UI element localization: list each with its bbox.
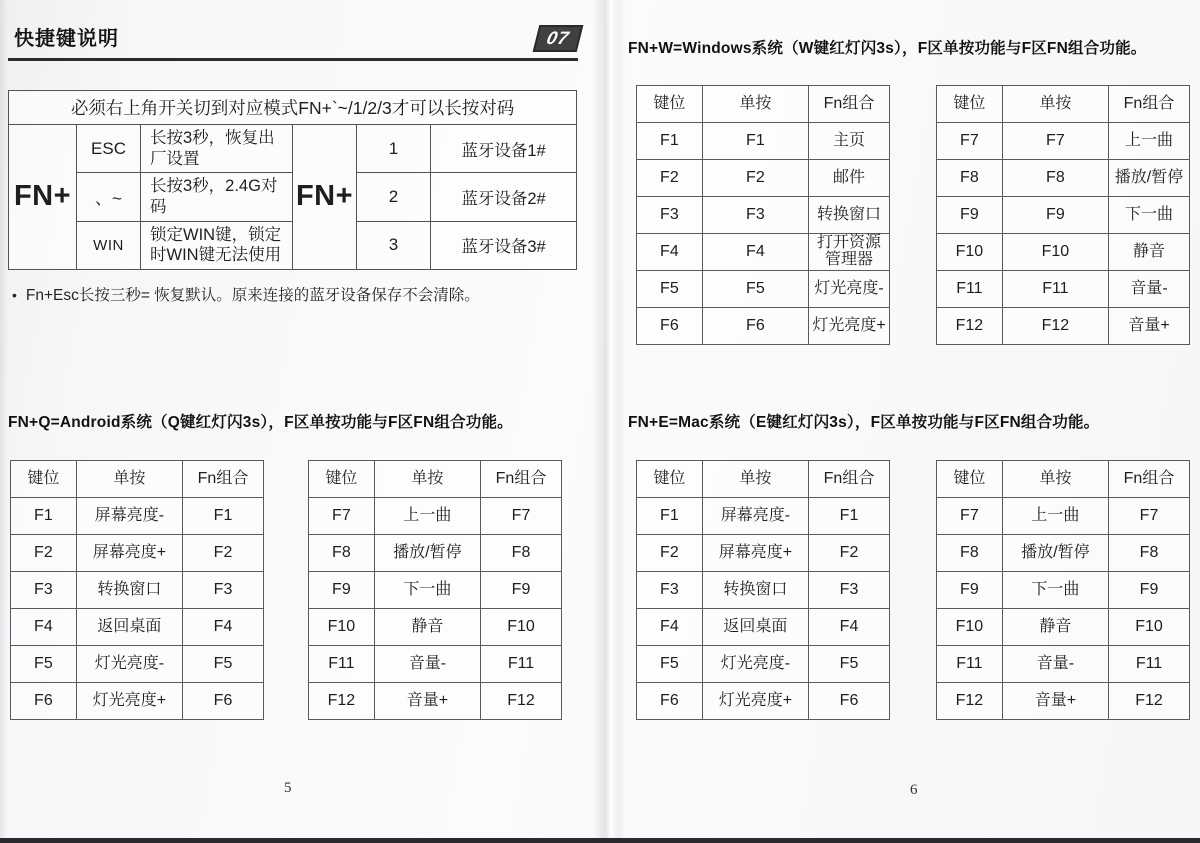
- table-cell: F2: [702, 160, 808, 197]
- column-header: 单按: [702, 86, 808, 123]
- table-row: [9, 125, 577, 173]
- table-row: [637, 308, 890, 345]
- column-header: 单按: [702, 461, 808, 498]
- table-cell: F3: [809, 572, 890, 609]
- column-header: 键位: [309, 461, 375, 498]
- table-row: [937, 646, 1190, 683]
- table-row: [937, 609, 1190, 646]
- key-cell: 、~: [77, 173, 141, 221]
- fn-label-left: FN+: [9, 125, 77, 270]
- table-row: [309, 498, 562, 535]
- table-cell: 音量+: [374, 683, 480, 720]
- table-cell: 静音: [1109, 234, 1190, 271]
- table-cell: F1: [183, 498, 264, 535]
- table-row: [637, 234, 890, 271]
- table-cell: F5: [637, 646, 703, 683]
- note-text: Fn+Esc长按三秒= 恢复默认。原来连接的蓝牙设备保存不会清除。: [25, 287, 480, 304]
- table-cell: 返回桌面: [702, 609, 808, 646]
- header-row: [937, 461, 1190, 498]
- key-cell: 2: [357, 173, 431, 221]
- scan-bottom-edge: [0, 838, 1200, 843]
- table-cell: 上一曲: [374, 498, 480, 535]
- table-cell: F12: [1002, 308, 1108, 345]
- table-cell: 播放/暂停: [1002, 535, 1108, 572]
- table-row: [937, 683, 1190, 720]
- table-cell: 转换窗口: [76, 572, 182, 609]
- column-header: 键位: [637, 86, 703, 123]
- desc-cell: 长按3秒，恢复出厂设置: [141, 125, 293, 173]
- table-cell: 上一曲: [1002, 498, 1108, 535]
- table-cell: F7: [937, 498, 1003, 535]
- table-cell: F7: [937, 123, 1003, 160]
- fn-label-right: FN+: [293, 125, 357, 270]
- table-cell: F12: [937, 683, 1003, 720]
- table-row: [309, 683, 562, 720]
- table-row: [637, 646, 890, 683]
- table-cell: F11: [481, 646, 562, 683]
- table-cell: F10: [937, 609, 1003, 646]
- table-cell: F4: [183, 609, 264, 646]
- mac-section-heading: FN+E=Mac系统（E键红灯闪3s），F区单按功能与F区FN组合功能。: [628, 414, 1100, 431]
- table-cell: F2: [11, 535, 77, 572]
- table-cell: F8: [1002, 160, 1108, 197]
- desc-cell: 长按3秒，2.4G对码: [141, 173, 293, 221]
- table-cell: F8: [937, 160, 1003, 197]
- pairing-caption: 必须右上角开关切到对应模式FN+`~/1/2/3才可以长按对码: [9, 91, 577, 125]
- windows-fkey-table-f7-f12: [936, 85, 1190, 345]
- table-row: [637, 609, 890, 646]
- table-row: [937, 308, 1190, 345]
- key-cell: ESC: [77, 125, 141, 173]
- table-cell: F10: [1109, 609, 1190, 646]
- table-cell: F6: [809, 683, 890, 720]
- table-cell: 转换窗口: [809, 197, 890, 234]
- windows-section-heading: FN+W=Windows系统（W键红灯闪3s），F区单按功能与F区FN组合功能。: [628, 40, 1147, 57]
- table-cell: F4: [702, 234, 808, 271]
- table-cell: F6: [183, 683, 264, 720]
- table-cell: F9: [937, 197, 1003, 234]
- title-underline: [8, 58, 578, 61]
- table-cell: 屏幕亮度-: [702, 498, 808, 535]
- page-title: 快捷键说明: [14, 28, 119, 50]
- table-row: [637, 160, 890, 197]
- column-header: Fn组合: [809, 86, 890, 123]
- table-cell: 灯光亮度-: [76, 646, 182, 683]
- table-row: [937, 271, 1190, 308]
- table-cell: F2: [637, 535, 703, 572]
- page-fold-shadow: [592, 0, 626, 843]
- table-row: [309, 646, 562, 683]
- pairing-mode-table: [8, 90, 577, 270]
- table-cell: F2: [809, 535, 890, 572]
- table-cell: F4: [637, 234, 703, 271]
- table-cell: F5: [702, 271, 808, 308]
- table-cell: F7: [1002, 123, 1108, 160]
- table-cell: 打开资源管理器: [809, 234, 890, 271]
- table-cell: F7: [481, 498, 562, 535]
- table-row: [11, 572, 264, 609]
- table-row: [9, 91, 577, 125]
- table-cell: F11: [937, 271, 1003, 308]
- table-cell: 返回桌面: [76, 609, 182, 646]
- table-cell: 播放/暂停: [374, 535, 480, 572]
- table-cell: 灯光亮度-: [702, 646, 808, 683]
- desc-cell: 锁定WIN键，锁定时WIN键无法使用: [141, 221, 293, 269]
- header-row: [937, 86, 1190, 123]
- table-row: [937, 498, 1190, 535]
- table-cell: F8: [1109, 535, 1190, 572]
- table-cell: F5: [637, 271, 703, 308]
- header-row: [637, 461, 890, 498]
- table-cell: 音量+: [1109, 308, 1190, 345]
- windows-fkey-table-f1-f6: [636, 85, 890, 345]
- table-row: [637, 271, 890, 308]
- table-row: [937, 572, 1190, 609]
- table-cell: F10: [481, 609, 562, 646]
- table-cell: F12: [309, 683, 375, 720]
- table-row: [937, 123, 1190, 160]
- table-cell: F3: [637, 197, 703, 234]
- table-row: [637, 535, 890, 572]
- table-cell: F1: [637, 498, 703, 535]
- table-cell: F7: [309, 498, 375, 535]
- table-cell: 屏幕亮度+: [76, 535, 182, 572]
- column-header: 键位: [637, 461, 703, 498]
- table-cell: F6: [702, 308, 808, 345]
- mac-fkey-table-f1-f6: [636, 460, 890, 720]
- table-cell: F9: [937, 572, 1003, 609]
- table-cell: F2: [637, 160, 703, 197]
- table-cell: F4: [11, 609, 77, 646]
- header-row: [309, 461, 562, 498]
- header-row: [11, 461, 264, 498]
- table-row: [937, 160, 1190, 197]
- table-cell: 音量+: [1002, 683, 1108, 720]
- table-cell: F4: [809, 609, 890, 646]
- reset-note: [12, 283, 480, 305]
- table-row: [937, 535, 1190, 572]
- page-number-right: 6: [910, 782, 918, 798]
- table-cell: F9: [481, 572, 562, 609]
- column-header: Fn组合: [183, 461, 264, 498]
- android-fkey-table-f7-f12: [308, 460, 562, 720]
- table-cell: F8: [481, 535, 562, 572]
- table-cell: 屏幕亮度-: [76, 498, 182, 535]
- table-cell: F1: [702, 123, 808, 160]
- page-number-left: 5: [284, 780, 292, 796]
- chapter-number-badge: 07: [533, 25, 584, 52]
- table-row: [309, 535, 562, 572]
- android-section-heading: FN+Q=Android系统（Q键红灯闪3s），F区单按功能与F区FN组合功能。: [8, 414, 513, 431]
- desc-cell: 蓝牙设备1#: [431, 125, 577, 173]
- table-cell: F9: [309, 572, 375, 609]
- table-cell: F7: [1109, 498, 1190, 535]
- table-cell: 播放/暂停: [1109, 160, 1190, 197]
- bullet-icon: •: [12, 287, 17, 303]
- column-header: 单按: [76, 461, 182, 498]
- table-cell: F5: [809, 646, 890, 683]
- table-cell: 下一曲: [1002, 572, 1108, 609]
- column-header: Fn组合: [809, 461, 890, 498]
- table-row: [11, 646, 264, 683]
- table-row: [637, 498, 890, 535]
- table-row: [11, 498, 264, 535]
- desc-cell: 蓝牙设备2#: [431, 173, 577, 221]
- table-cell: F3: [702, 197, 808, 234]
- table-cell: F1: [637, 123, 703, 160]
- table-row: [11, 683, 264, 720]
- table-cell: F4: [637, 609, 703, 646]
- table-row: [637, 683, 890, 720]
- table-cell: F8: [937, 535, 1003, 572]
- table-cell: F12: [1109, 683, 1190, 720]
- table-cell: 音量-: [1002, 646, 1108, 683]
- column-header: 键位: [11, 461, 77, 498]
- table-cell: F10: [309, 609, 375, 646]
- table-cell: 灯光亮度+: [809, 308, 890, 345]
- table-cell: F6: [637, 308, 703, 345]
- column-header: Fn组合: [1109, 461, 1190, 498]
- table-row: [11, 609, 264, 646]
- table-cell: 下一曲: [1109, 197, 1190, 234]
- table-cell: F6: [11, 683, 77, 720]
- table-cell: F9: [1002, 197, 1108, 234]
- table-row: [637, 123, 890, 160]
- table-cell: 屏幕亮度+: [702, 535, 808, 572]
- table-cell: F3: [11, 572, 77, 609]
- table-cell: F6: [637, 683, 703, 720]
- table-cell: 音量-: [374, 646, 480, 683]
- mac-fkey-table-f7-f12: [936, 460, 1190, 720]
- table-cell: 灯光亮度+: [702, 683, 808, 720]
- table-row: [637, 197, 890, 234]
- table-row: [637, 572, 890, 609]
- table-row: [309, 572, 562, 609]
- column-header: Fn组合: [481, 461, 562, 498]
- table-cell: 音量-: [1109, 271, 1190, 308]
- table-cell: F12: [937, 308, 1003, 345]
- column-header: 单按: [374, 461, 480, 498]
- table-row: [937, 234, 1190, 271]
- table-cell: 邮件: [809, 160, 890, 197]
- table-cell: F5: [11, 646, 77, 683]
- table-cell: F11: [1109, 646, 1190, 683]
- table-row: [309, 609, 562, 646]
- header-row: [637, 86, 890, 123]
- table-cell: 静音: [1002, 609, 1108, 646]
- table-cell: F11: [937, 646, 1003, 683]
- table-cell: F3: [183, 572, 264, 609]
- table-cell: F12: [481, 683, 562, 720]
- scan-left-shadow: [0, 0, 8, 843]
- column-header: 键位: [937, 461, 1003, 498]
- column-header: Fn组合: [1109, 86, 1190, 123]
- table-cell: F2: [183, 535, 264, 572]
- table-cell: 下一曲: [374, 572, 480, 609]
- key-cell: WIN: [77, 221, 141, 269]
- table-cell: F11: [1002, 271, 1108, 308]
- table-cell: F8: [309, 535, 375, 572]
- table-cell: F10: [937, 234, 1003, 271]
- table-cell: 静音: [374, 609, 480, 646]
- column-header: 键位: [937, 86, 1003, 123]
- table-cell: F3: [637, 572, 703, 609]
- table-cell: 灯光亮度+: [76, 683, 182, 720]
- android-fkey-table-f1-f6: [10, 460, 264, 720]
- table-cell: F11: [309, 646, 375, 683]
- column-header: 单按: [1002, 86, 1108, 123]
- table-cell: F1: [809, 498, 890, 535]
- key-cell: 3: [357, 221, 431, 269]
- table-cell: F9: [1109, 572, 1190, 609]
- table-cell: F10: [1002, 234, 1108, 271]
- table-cell: 转换窗口: [702, 572, 808, 609]
- table-row: [937, 197, 1190, 234]
- table-cell: 主页: [809, 123, 890, 160]
- table-cell: 上一曲: [1109, 123, 1190, 160]
- table-cell: 灯光亮度-: [809, 271, 890, 308]
- table-cell: F1: [11, 498, 77, 535]
- table-cell: F5: [183, 646, 264, 683]
- table-row: [11, 535, 264, 572]
- column-header: 单按: [1002, 461, 1108, 498]
- key-cell: 1: [357, 125, 431, 173]
- desc-cell: 蓝牙设备3#: [431, 221, 577, 269]
